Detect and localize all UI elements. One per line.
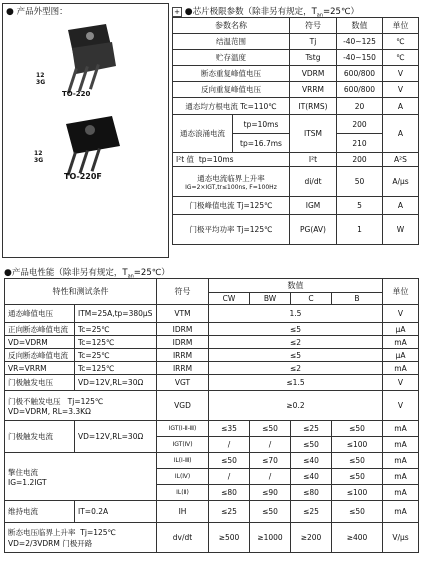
table-cell: ≤50: [332, 469, 383, 485]
table-cell: ≤40: [291, 469, 332, 485]
table-cell: mA: [383, 501, 419, 523]
table-cell: IRRM: [157, 362, 209, 375]
table-cell: ≥400: [332, 523, 383, 553]
table-row: [5, 501, 419, 523]
table-cell: VGT: [157, 375, 209, 391]
table-row: [5, 362, 419, 375]
table-cell: 符号: [157, 279, 209, 305]
table-cell: V/μs: [383, 523, 419, 553]
table-cell: A: [383, 115, 419, 153]
table-cell: ≤2: [209, 336, 383, 349]
table-cell: VD=12V,RL=30Ω: [75, 421, 157, 453]
table-cell: PG(AV): [290, 215, 337, 245]
table-cell: 通态浪涌电流: [173, 115, 233, 153]
table-cell: I²t 值 tp=10ms: [173, 153, 290, 167]
table-cell: ≤25: [209, 501, 250, 523]
table-cell: W: [383, 215, 419, 245]
table-cell: ≥200: [291, 523, 332, 553]
table-cell: μA: [383, 349, 419, 362]
table-cell: ≤2: [209, 362, 383, 375]
table-cell: mA: [383, 336, 419, 349]
to220-label: TO-220: [62, 90, 91, 98]
table-cell: IGT(Ⅰ-Ⅱ-Ⅲ): [157, 421, 209, 437]
outline-header: ● 产品外型图：: [6, 7, 68, 17]
table-cell: ≤25: [291, 501, 332, 523]
table-cell: IT(RMS): [290, 98, 337, 115]
table-cell: 符号: [290, 18, 337, 34]
to220-package-drawing: [20, 20, 130, 100]
table-cell: 维持电流: [5, 501, 75, 523]
table-cell: ≤40: [291, 453, 332, 469]
table-row: [5, 349, 419, 362]
table-cell: A: [383, 98, 419, 115]
table-cell: 门极平均功率 Tj=125℃: [173, 215, 290, 245]
table-cell: 20: [337, 98, 383, 115]
table-cell: 擎住电流 IG=1.2IGT: [5, 453, 157, 501]
table-cell: -40~150: [337, 50, 383, 66]
table-cell: IL(Ⅰ-Ⅲ): [157, 453, 209, 469]
table-cell: IL(Ⅳ): [157, 469, 209, 485]
table-cell: IDRM: [157, 323, 209, 336]
table-cell: 210: [337, 134, 383, 153]
table-cell: tp=10ms: [233, 115, 290, 134]
table-cell: ≤1.5: [209, 375, 383, 391]
table-cell: 通态峰值电压: [5, 305, 75, 323]
move-handle-icon[interactable]: +: [172, 7, 182, 17]
table-row: [5, 523, 419, 553]
table-cell: di/dt: [290, 167, 337, 197]
table-cell: Tstg: [290, 50, 337, 66]
table-cell: 门极不触发电压 Tj=125℃ VD=VDRM, RL=3.3KΩ: [5, 391, 157, 421]
table-cell: IH: [157, 501, 209, 523]
table-cell: ≤25: [291, 421, 332, 437]
table-cell: ≤100: [332, 437, 383, 453]
table-cell: 1.5: [209, 305, 383, 323]
table-cell: /: [250, 469, 291, 485]
table-cell: 反向断态峰值电流: [5, 349, 75, 362]
table-cell: /: [209, 437, 250, 453]
table-cell: ≤50: [209, 453, 250, 469]
table-cell: A²S: [383, 153, 419, 167]
table-cell: mA: [383, 362, 419, 375]
table-cell: 通态均方根电流 Tc=110℃: [173, 98, 290, 115]
table-cell: 50: [337, 167, 383, 197]
table-cell: IDRM: [157, 336, 209, 349]
table-cell: -40~125: [337, 34, 383, 50]
table-cell: ℃: [383, 50, 419, 66]
table-cell: VD=12V,RL=30Ω: [75, 375, 157, 391]
table-cell: V: [383, 391, 419, 421]
table-cell: mA: [383, 437, 419, 453]
table-cell: /: [250, 437, 291, 453]
table-cell: I²t: [290, 153, 337, 167]
table-cell: mA: [383, 421, 419, 437]
table-row: [5, 323, 419, 336]
table-cell: ≥1000: [250, 523, 291, 553]
table-cell: mA: [383, 453, 419, 469]
table-cell: 1: [337, 215, 383, 245]
table-cell: 200: [337, 115, 383, 134]
table-cell: 600/800: [337, 66, 383, 82]
table-cell: BW: [250, 293, 291, 305]
table-cell: ℃: [383, 34, 419, 50]
table-cell: Tc=25℃: [75, 323, 157, 336]
table-cell: VRRM: [290, 82, 337, 98]
bullet-icon: ●: [4, 268, 12, 278]
table-cell: Tj: [290, 34, 337, 50]
table-row: [5, 336, 419, 349]
table-cell: mA: [383, 469, 419, 485]
table-cell: 单位: [383, 18, 419, 34]
table-cell: ≤50: [332, 501, 383, 523]
table-cell: 200: [337, 153, 383, 167]
table-cell: ≤5: [209, 349, 383, 362]
table-cell: ITSM: [290, 115, 337, 153]
table-row: [5, 305, 419, 323]
table-cell: IL(Ⅱ): [157, 485, 209, 501]
table-cell: ITM=25A,tp=380μS: [75, 305, 157, 323]
table-cell: C: [291, 293, 332, 305]
table-row: [5, 391, 419, 421]
table-cell: ≤50: [332, 421, 383, 437]
table-cell: VDRM: [290, 66, 337, 82]
table-cell: 断态电压临界上升率 Tj=125℃ VD=2/3VDRM 门极开路: [5, 523, 157, 553]
table-cell: Tc=125℃: [75, 362, 157, 375]
table-cell: ≤80: [209, 485, 250, 501]
table-cell: mA: [383, 485, 419, 501]
table-cell: tp=16.7ms: [233, 134, 290, 153]
table-cell: Tc=25℃: [75, 349, 157, 362]
electrical-table: [4, 278, 419, 553]
table-cell: V: [383, 375, 419, 391]
table-cell: 门极触发电压: [5, 375, 75, 391]
table-cell: 反向重复峰值电压: [173, 82, 290, 98]
table-cell: VR=VRRM: [5, 362, 75, 375]
table-cell: 正向断态峰值电流: [5, 323, 75, 336]
table-cell: μA: [383, 323, 419, 336]
bullet-icon: ●: [184, 7, 193, 17]
table-cell: 门极触发电流: [5, 421, 75, 453]
table-cell: IT=0.2A: [75, 501, 157, 523]
table-cell: ≤50: [332, 453, 383, 469]
table-cell: 5: [337, 197, 383, 215]
table-cell: Tc=125℃: [75, 336, 157, 349]
table-cell: V: [383, 82, 419, 98]
table-cell: CW: [209, 293, 250, 305]
to220f-label: TO-220F: [64, 172, 102, 181]
table-cell: 数值: [337, 18, 383, 34]
table-cell: VD=VDRM: [5, 336, 75, 349]
electrical-header: ●产品电性能（除非另有规定，$T_{an}=25℃$）: [4, 268, 170, 280]
table-cell: 通态电流临界上升率 IG=2×IGT,tr≤100ns, F=100Hz: [173, 167, 290, 197]
table-cell: 结温范围: [173, 34, 290, 50]
table-cell: 贮存温度: [173, 50, 290, 66]
table-cell: V: [383, 66, 419, 82]
table-row: [5, 375, 419, 391]
table-cell: IRRM: [157, 349, 209, 362]
table-cell: A: [383, 197, 419, 215]
table-cell: dv/dt: [157, 523, 209, 553]
to220f-pin-labels: 12 3G: [34, 150, 44, 164]
table-cell: /: [209, 469, 250, 485]
table-cell: V: [383, 305, 419, 323]
table-cell: ≤5: [209, 323, 383, 336]
limits-table: [172, 17, 419, 245]
table-cell: ≤50: [291, 437, 332, 453]
table-cell: 特性和测试条件: [5, 279, 157, 305]
table-cell: ≤90: [250, 485, 291, 501]
table-cell: B: [332, 293, 383, 305]
table-cell: IGT(Ⅳ): [157, 437, 209, 453]
table-cell: ≤35: [209, 421, 250, 437]
table-cell: IGM: [290, 197, 337, 215]
table-cell: ≤70: [250, 453, 291, 469]
limits-header: + ●芯片极限参数（除非另有规定，$T_{an}=25℃$）: [172, 5, 359, 19]
table-cell: 参数名称: [173, 18, 290, 34]
table-cell: 600/800: [337, 82, 383, 98]
table-cell: 数值: [209, 279, 383, 293]
table-row: [5, 421, 419, 437]
table-cell: ≤50: [250, 501, 291, 523]
table-cell: 断态重复峰值电压: [173, 66, 290, 82]
to220-pin-labels: 12 3G: [36, 72, 46, 86]
table-cell: ≤80: [291, 485, 332, 501]
table-row: [5, 453, 419, 469]
bullet-icon: ●: [6, 7, 14, 17]
table-cell: 门极峰值电流 Tj=125℃: [173, 197, 290, 215]
table-cell: ≥500: [209, 523, 250, 553]
table-cell: ≤100: [332, 485, 383, 501]
table-cell: 单位: [383, 279, 419, 305]
table-cell: ≥0.2: [209, 391, 383, 421]
table-cell: VTM: [157, 305, 209, 323]
table-cell: VGD: [157, 391, 209, 421]
table-cell: A/μs: [383, 167, 419, 197]
table-cell: ≤50: [250, 421, 291, 437]
